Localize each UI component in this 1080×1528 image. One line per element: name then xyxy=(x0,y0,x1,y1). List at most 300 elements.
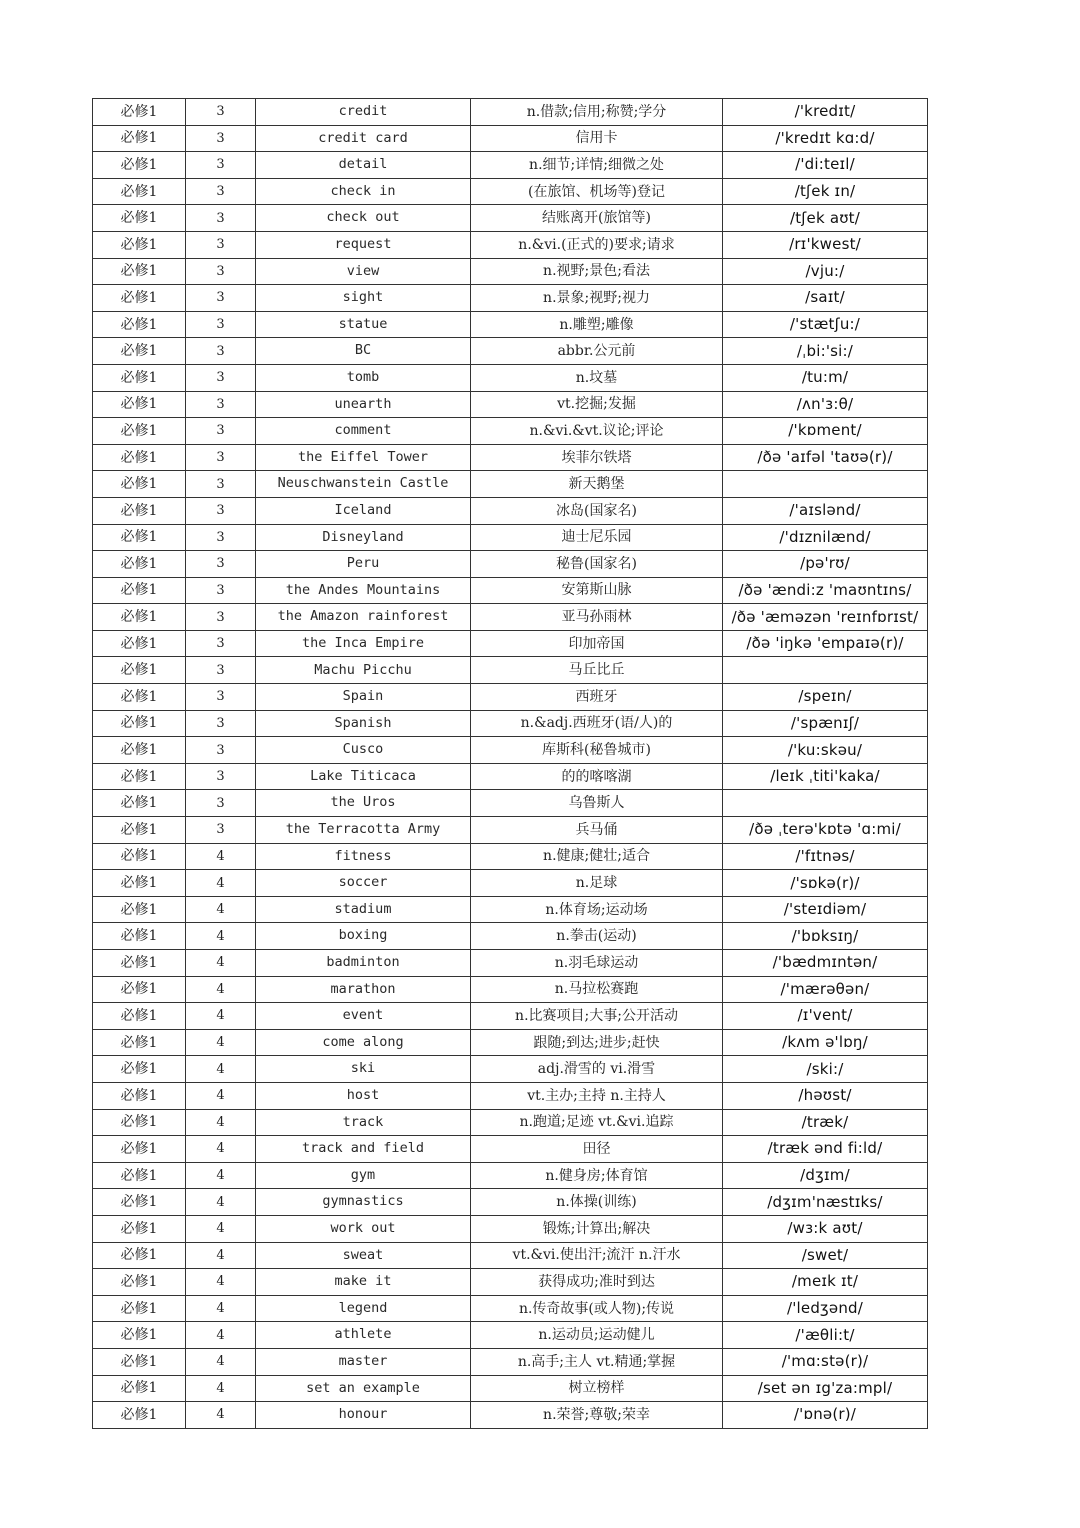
book-cell: 必修1 xyxy=(93,843,186,870)
unit-cell: 3 xyxy=(186,497,256,524)
unit-cell: 4 xyxy=(186,1056,256,1083)
unit-cell: 4 xyxy=(186,923,256,950)
unit-cell: 4 xyxy=(186,870,256,897)
phonetic-cell: /'mɑ:stə(r)/ xyxy=(723,1348,928,1375)
table-row xyxy=(93,1189,928,1216)
unit-cell: 3 xyxy=(186,551,256,578)
word-cell: sweat xyxy=(256,1242,471,1269)
word-cell: comment xyxy=(256,418,471,445)
table-row xyxy=(93,1082,928,1109)
book-cell: 必修1 xyxy=(93,950,186,977)
table-row xyxy=(93,896,928,923)
unit-cell: 4 xyxy=(186,1162,256,1189)
word-cell: statue xyxy=(256,311,471,338)
phonetic-cell: /tʃek aʊt/ xyxy=(723,205,928,232)
word-cell: the Andes Mountains xyxy=(256,577,471,604)
word-cell: Machu Picchu xyxy=(256,657,471,684)
unit-cell: 4 xyxy=(186,1242,256,1269)
table-row xyxy=(93,843,928,870)
word-cell: event xyxy=(256,1003,471,1030)
table-row xyxy=(93,1295,928,1322)
book-cell: 必修1 xyxy=(93,205,186,232)
meaning-cell: 获得成功;准时到达 xyxy=(471,1269,723,1296)
unit-cell: 3 xyxy=(186,737,256,764)
word-cell: Disneyland xyxy=(256,524,471,551)
phonetic-cell: /dʒɪm/ xyxy=(723,1162,928,1189)
word-cell: Spain xyxy=(256,684,471,711)
phonetic-cell: /swet/ xyxy=(723,1242,928,1269)
word-cell: check in xyxy=(256,178,471,205)
meaning-cell: n.马拉松赛跑 xyxy=(471,976,723,1003)
phonetic-cell: /ɪ'vent/ xyxy=(723,1003,928,1030)
meaning-cell: 埃菲尔铁塔 xyxy=(471,444,723,471)
phonetic-cell: /'kɒment/ xyxy=(723,418,928,445)
meaning-cell: vt.主办;主持 n.主持人 xyxy=(471,1082,723,1109)
meaning-cell: n.拳击(运动) xyxy=(471,923,723,950)
book-cell: 必修1 xyxy=(93,231,186,258)
table-row xyxy=(93,178,928,205)
book-cell: 必修1 xyxy=(93,444,186,471)
meaning-cell: 库斯科(秘鲁城市) xyxy=(471,737,723,764)
meaning-cell: n.运动员;运动健儿 xyxy=(471,1322,723,1349)
book-cell: 必修1 xyxy=(93,1056,186,1083)
book-cell: 必修1 xyxy=(93,152,186,179)
book-cell: 必修1 xyxy=(93,1295,186,1322)
unit-cell: 3 xyxy=(186,684,256,711)
word-cell: sight xyxy=(256,285,471,312)
unit-cell: 4 xyxy=(186,1375,256,1402)
unit-cell: 3 xyxy=(186,790,256,817)
book-cell: 必修1 xyxy=(93,524,186,551)
book-cell: 必修1 xyxy=(93,710,186,737)
meaning-cell: 的的喀喀湖 xyxy=(471,763,723,790)
phonetic-cell: /ðə 'æməzən 'reɪnfɒrɪst/ xyxy=(723,604,928,631)
table-row xyxy=(93,1348,928,1375)
table-row xyxy=(93,1375,928,1402)
phonetic-cell: /tu:m/ xyxy=(723,364,928,391)
book-cell: 必修1 xyxy=(93,1082,186,1109)
vocabulary-table-body xyxy=(93,99,928,1429)
unit-cell: 4 xyxy=(186,1029,256,1056)
word-cell: view xyxy=(256,258,471,285)
meaning-cell: adj.滑雪的 vi.滑雪 xyxy=(471,1056,723,1083)
unit-cell: 3 xyxy=(186,391,256,418)
table-row xyxy=(93,950,928,977)
word-cell: gym xyxy=(256,1162,471,1189)
phonetic-cell: /'aɪslənd/ xyxy=(723,497,928,524)
meaning-cell: n.传奇故事(或人物);传说 xyxy=(471,1295,723,1322)
table-row xyxy=(93,285,928,312)
phonetic-cell: /'sɒkə(r)/ xyxy=(723,870,928,897)
unit-cell: 4 xyxy=(186,1109,256,1136)
phonetic-cell: /ðə 'aɪfəl 'taʊə(r)/ xyxy=(723,444,928,471)
meaning-cell: n.跑道;足迹 vt.&vi.追踪 xyxy=(471,1109,723,1136)
unit-cell: 3 xyxy=(186,205,256,232)
table-row xyxy=(93,471,928,498)
table-row xyxy=(93,1402,928,1429)
book-cell: 必修1 xyxy=(93,1003,186,1030)
word-cell: the Uros xyxy=(256,790,471,817)
word-cell: master xyxy=(256,1348,471,1375)
word-cell: track xyxy=(256,1109,471,1136)
unit-cell: 4 xyxy=(186,976,256,1003)
meaning-cell: 锻炼;计算出;解决 xyxy=(471,1215,723,1242)
meaning-cell: 马丘比丘 xyxy=(471,657,723,684)
word-cell: the Eiffel Tower xyxy=(256,444,471,471)
table-row xyxy=(93,364,928,391)
book-cell: 必修1 xyxy=(93,1348,186,1375)
meaning-cell: 西班牙 xyxy=(471,684,723,711)
book-cell: 必修1 xyxy=(93,630,186,657)
phonetic-cell: /vju:/ xyxy=(723,258,928,285)
book-cell: 必修1 xyxy=(93,1402,186,1429)
unit-cell: 4 xyxy=(186,843,256,870)
book-cell: 必修1 xyxy=(93,896,186,923)
phonetic-cell: /træk/ xyxy=(723,1109,928,1136)
unit-cell: 4 xyxy=(186,1003,256,1030)
phonetic-cell: /rɪ'kwest/ xyxy=(723,231,928,258)
meaning-cell: n.比赛项目;大事;公开活动 xyxy=(471,1003,723,1030)
meaning-cell: n.体育场;运动场 xyxy=(471,896,723,923)
unit-cell: 4 xyxy=(186,1189,256,1216)
unit-cell: 4 xyxy=(186,1269,256,1296)
phonetic-cell: /set ən ɪg'za:mpl/ xyxy=(723,1375,928,1402)
phonetic-cell: /pə'rʊ/ xyxy=(723,551,928,578)
word-cell: BC xyxy=(256,338,471,365)
unit-cell: 3 xyxy=(186,657,256,684)
table-row xyxy=(93,338,928,365)
unit-cell: 4 xyxy=(186,1402,256,1429)
book-cell: 必修1 xyxy=(93,1215,186,1242)
table-row xyxy=(93,231,928,258)
meaning-cell: 秘鲁(国家名) xyxy=(471,551,723,578)
phonetic-cell: /'bædmɪntən/ xyxy=(723,950,928,977)
book-cell: 必修1 xyxy=(93,763,186,790)
table-row xyxy=(93,790,928,817)
table-row xyxy=(93,630,928,657)
book-cell: 必修1 xyxy=(93,1242,186,1269)
phonetic-cell: /'ledʒənd/ xyxy=(723,1295,928,1322)
meaning-cell: n.借款;信用;称赞;学分 xyxy=(471,99,723,126)
book-cell: 必修1 xyxy=(93,657,186,684)
phonetic-cell: /'stætʃu:/ xyxy=(723,311,928,338)
word-cell: fitness xyxy=(256,843,471,870)
phonetic-cell xyxy=(723,790,928,817)
meaning-cell: 信用卡 xyxy=(471,125,723,152)
unit-cell: 3 xyxy=(186,763,256,790)
book-cell: 必修1 xyxy=(93,258,186,285)
unit-cell: 3 xyxy=(186,125,256,152)
word-cell: tomb xyxy=(256,364,471,391)
meaning-cell: 跟随;到达;进步;赶快 xyxy=(471,1029,723,1056)
meaning-cell: 结账离开(旅馆等) xyxy=(471,205,723,232)
word-cell: badminton xyxy=(256,950,471,977)
meaning-cell: n.景象;视野;视力 xyxy=(471,285,723,312)
table-row xyxy=(93,418,928,445)
word-cell: check out xyxy=(256,205,471,232)
table-row xyxy=(93,657,928,684)
meaning-cell: abbr.公元前 xyxy=(471,338,723,365)
table-row xyxy=(93,1109,928,1136)
word-cell: request xyxy=(256,231,471,258)
table-row xyxy=(93,1242,928,1269)
phonetic-cell: /saɪt/ xyxy=(723,285,928,312)
book-cell: 必修1 xyxy=(93,551,186,578)
phonetic-cell: /tʃek ɪn/ xyxy=(723,178,928,205)
word-cell: honour xyxy=(256,1402,471,1429)
book-cell: 必修1 xyxy=(93,99,186,126)
phonetic-cell: /ðə ˌterə'kɒtə 'ɑ:mi/ xyxy=(723,817,928,844)
table-row xyxy=(93,1029,928,1056)
unit-cell: 3 xyxy=(186,258,256,285)
meaning-cell: n.细节;详情;细微之处 xyxy=(471,152,723,179)
phonetic-cell: /kʌm ə'lɒŋ/ xyxy=(723,1029,928,1056)
meaning-cell: vt.&vi.使出汗;流汗 n.汗水 xyxy=(471,1242,723,1269)
table-row xyxy=(93,497,928,524)
unit-cell: 3 xyxy=(186,524,256,551)
table-row xyxy=(93,1056,928,1083)
word-cell: Spanish xyxy=(256,710,471,737)
meaning-cell: n.健身房;体育馆 xyxy=(471,1162,723,1189)
word-cell: Iceland xyxy=(256,497,471,524)
table-row xyxy=(93,1215,928,1242)
table-row xyxy=(93,311,928,338)
book-cell: 必修1 xyxy=(93,1109,186,1136)
book-cell: 必修1 xyxy=(93,976,186,1003)
book-cell: 必修1 xyxy=(93,418,186,445)
unit-cell: 4 xyxy=(186,1295,256,1322)
meaning-cell: 乌鲁斯人 xyxy=(471,790,723,817)
word-cell: host xyxy=(256,1082,471,1109)
word-cell: unearth xyxy=(256,391,471,418)
phonetic-cell: /'di:teɪl/ xyxy=(723,152,928,179)
unit-cell: 4 xyxy=(186,1215,256,1242)
unit-cell: 3 xyxy=(186,418,256,445)
table-row xyxy=(93,152,928,179)
table-row xyxy=(93,1162,928,1189)
phonetic-cell: /'spænɪʃ/ xyxy=(723,710,928,737)
table-row xyxy=(93,737,928,764)
meaning-cell: n.足球 xyxy=(471,870,723,897)
unit-cell: 3 xyxy=(186,471,256,498)
meaning-cell: 树立榜样 xyxy=(471,1375,723,1402)
book-cell: 必修1 xyxy=(93,285,186,312)
book-cell: 必修1 xyxy=(93,497,186,524)
unit-cell: 3 xyxy=(186,152,256,179)
book-cell: 必修1 xyxy=(93,1029,186,1056)
word-cell: marathon xyxy=(256,976,471,1003)
book-cell: 必修1 xyxy=(93,1162,186,1189)
word-cell: athlete xyxy=(256,1322,471,1349)
word-cell: credit card xyxy=(256,125,471,152)
book-cell: 必修1 xyxy=(93,364,186,391)
table-row xyxy=(93,604,928,631)
meaning-cell: n.健康;健壮;适合 xyxy=(471,843,723,870)
unit-cell: 3 xyxy=(186,710,256,737)
word-cell: credit xyxy=(256,99,471,126)
phonetic-cell: /'dɪznilænd/ xyxy=(723,524,928,551)
book-cell: 必修1 xyxy=(93,471,186,498)
meaning-cell: 迪士尼乐园 xyxy=(471,524,723,551)
unit-cell: 4 xyxy=(186,1322,256,1349)
unit-cell: 3 xyxy=(186,285,256,312)
word-cell: ski xyxy=(256,1056,471,1083)
meaning-cell: vt.挖掘;发掘 xyxy=(471,391,723,418)
phonetic-cell: /speɪn/ xyxy=(723,684,928,711)
unit-cell: 3 xyxy=(186,604,256,631)
table-row xyxy=(93,577,928,604)
table-row xyxy=(93,817,928,844)
book-cell: 必修1 xyxy=(93,1375,186,1402)
phonetic-cell: /ðə 'ændi:z 'maʊntɪns/ xyxy=(723,577,928,604)
table-row xyxy=(93,1136,928,1163)
book-cell: 必修1 xyxy=(93,790,186,817)
phonetic-cell xyxy=(723,471,928,498)
unit-cell: 3 xyxy=(186,231,256,258)
book-cell: 必修1 xyxy=(93,338,186,365)
table-row xyxy=(93,1269,928,1296)
phonetic-cell: /'kredɪt kɑ:d/ xyxy=(723,125,928,152)
meaning-cell: 新天鹅堡 xyxy=(471,471,723,498)
table-row xyxy=(93,205,928,232)
book-cell: 必修1 xyxy=(93,125,186,152)
book-cell: 必修1 xyxy=(93,870,186,897)
phonetic-cell: /'kredɪt/ xyxy=(723,99,928,126)
meaning-cell: n.羽毛球运动 xyxy=(471,950,723,977)
meaning-cell: 安第斯山脉 xyxy=(471,577,723,604)
phonetic-cell: /meɪk ɪt/ xyxy=(723,1269,928,1296)
table-row xyxy=(93,763,928,790)
book-cell: 必修1 xyxy=(93,1136,186,1163)
unit-cell: 3 xyxy=(186,817,256,844)
unit-cell: 3 xyxy=(186,178,256,205)
word-cell: track and field xyxy=(256,1136,471,1163)
phonetic-cell: /leɪk ˌtiti'kaka/ xyxy=(723,763,928,790)
word-cell: Peru xyxy=(256,551,471,578)
unit-cell: 3 xyxy=(186,99,256,126)
meaning-cell: n.高手;主人 vt.精通;掌握 xyxy=(471,1348,723,1375)
book-cell: 必修1 xyxy=(93,1189,186,1216)
unit-cell: 3 xyxy=(186,364,256,391)
book-cell: 必修1 xyxy=(93,311,186,338)
table-row xyxy=(93,976,928,1003)
table-row xyxy=(93,524,928,551)
word-cell: come along xyxy=(256,1029,471,1056)
unit-cell: 4 xyxy=(186,1082,256,1109)
book-cell: 必修1 xyxy=(93,817,186,844)
unit-cell: 4 xyxy=(186,1348,256,1375)
word-cell: the Amazon rainforest xyxy=(256,604,471,631)
table-row xyxy=(93,125,928,152)
phonetic-cell: /dʒɪm'næstɪks/ xyxy=(723,1189,928,1216)
book-cell: 必修1 xyxy=(93,178,186,205)
word-cell: soccer xyxy=(256,870,471,897)
phonetic-cell: /'bɒksɪŋ/ xyxy=(723,923,928,950)
table-row xyxy=(93,684,928,711)
unit-cell: 3 xyxy=(186,311,256,338)
meaning-cell: n.&vi.&vt.议论;评论 xyxy=(471,418,723,445)
vocabulary-table xyxy=(92,98,928,1429)
table-row xyxy=(93,391,928,418)
unit-cell: 4 xyxy=(186,950,256,977)
phonetic-cell: /'ɒnə(r)/ xyxy=(723,1402,928,1429)
phonetic-cell: /wɜ:k aʊt/ xyxy=(723,1215,928,1242)
word-cell: boxing xyxy=(256,923,471,950)
word-cell: work out xyxy=(256,1215,471,1242)
book-cell: 必修1 xyxy=(93,604,186,631)
word-cell: the Inca Empire xyxy=(256,630,471,657)
table-row xyxy=(93,258,928,285)
unit-cell: 3 xyxy=(186,630,256,657)
meaning-cell: n.&adj.西班牙(语/人)的 xyxy=(471,710,723,737)
unit-cell: 4 xyxy=(186,1136,256,1163)
meaning-cell: n.坟墓 xyxy=(471,364,723,391)
book-cell: 必修1 xyxy=(93,391,186,418)
phonetic-cell: /'æθli:t/ xyxy=(723,1322,928,1349)
unit-cell: 4 xyxy=(186,896,256,923)
phonetic-cell: /ʌn'ɜ:θ/ xyxy=(723,391,928,418)
meaning-cell: n.&vi.(正式的)要求;请求 xyxy=(471,231,723,258)
meaning-cell: 田径 xyxy=(471,1136,723,1163)
meaning-cell: 亚马孙雨林 xyxy=(471,604,723,631)
word-cell: legend xyxy=(256,1295,471,1322)
phonetic-cell: /'ku:skəu/ xyxy=(723,737,928,764)
word-cell: gymnastics xyxy=(256,1189,471,1216)
phonetic-cell: /həʊst/ xyxy=(723,1082,928,1109)
unit-cell: 3 xyxy=(186,577,256,604)
table-row xyxy=(93,444,928,471)
table-row xyxy=(93,710,928,737)
unit-cell: 3 xyxy=(186,444,256,471)
book-cell: 必修1 xyxy=(93,684,186,711)
unit-cell: 3 xyxy=(186,338,256,365)
meaning-cell: 冰岛(国家名) xyxy=(471,497,723,524)
meaning-cell: (在旅馆、机场等)登记 xyxy=(471,178,723,205)
table-row xyxy=(93,870,928,897)
phonetic-cell: /'fɪtnəs/ xyxy=(723,843,928,870)
word-cell: stadium xyxy=(256,896,471,923)
phonetic-cell: /træk ənd fi:ld/ xyxy=(723,1136,928,1163)
book-cell: 必修1 xyxy=(93,1322,186,1349)
meaning-cell: 兵马俑 xyxy=(471,817,723,844)
meaning-cell: n.雕塑;雕像 xyxy=(471,311,723,338)
phonetic-cell: /'steɪdiəm/ xyxy=(723,896,928,923)
phonetic-cell xyxy=(723,657,928,684)
book-cell: 必修1 xyxy=(93,577,186,604)
word-cell: Lake Titicaca xyxy=(256,763,471,790)
table-row xyxy=(93,551,928,578)
phonetic-cell: /ˌbi:'si:/ xyxy=(723,338,928,365)
meaning-cell: 印加帝国 xyxy=(471,630,723,657)
word-cell: make it xyxy=(256,1269,471,1296)
phonetic-cell: /'mærəθən/ xyxy=(723,976,928,1003)
table-row xyxy=(93,1322,928,1349)
word-cell: detail xyxy=(256,152,471,179)
phonetic-cell: /ðə 'iŋkə 'empaɪə(r)/ xyxy=(723,630,928,657)
word-cell: the Terracotta Army xyxy=(256,817,471,844)
book-cell: 必修1 xyxy=(93,737,186,764)
word-cell: Neuschwanstein Castle xyxy=(256,471,471,498)
table-row xyxy=(93,923,928,950)
book-cell: 必修1 xyxy=(93,1269,186,1296)
meaning-cell: n.体操(训练) xyxy=(471,1189,723,1216)
word-cell: set an example xyxy=(256,1375,471,1402)
table-row xyxy=(93,1003,928,1030)
meaning-cell: n.荣誉;尊敬;荣幸 xyxy=(471,1402,723,1429)
phonetic-cell: /ski:/ xyxy=(723,1056,928,1083)
meaning-cell: n.视野;景色;看法 xyxy=(471,258,723,285)
book-cell: 必修1 xyxy=(93,923,186,950)
